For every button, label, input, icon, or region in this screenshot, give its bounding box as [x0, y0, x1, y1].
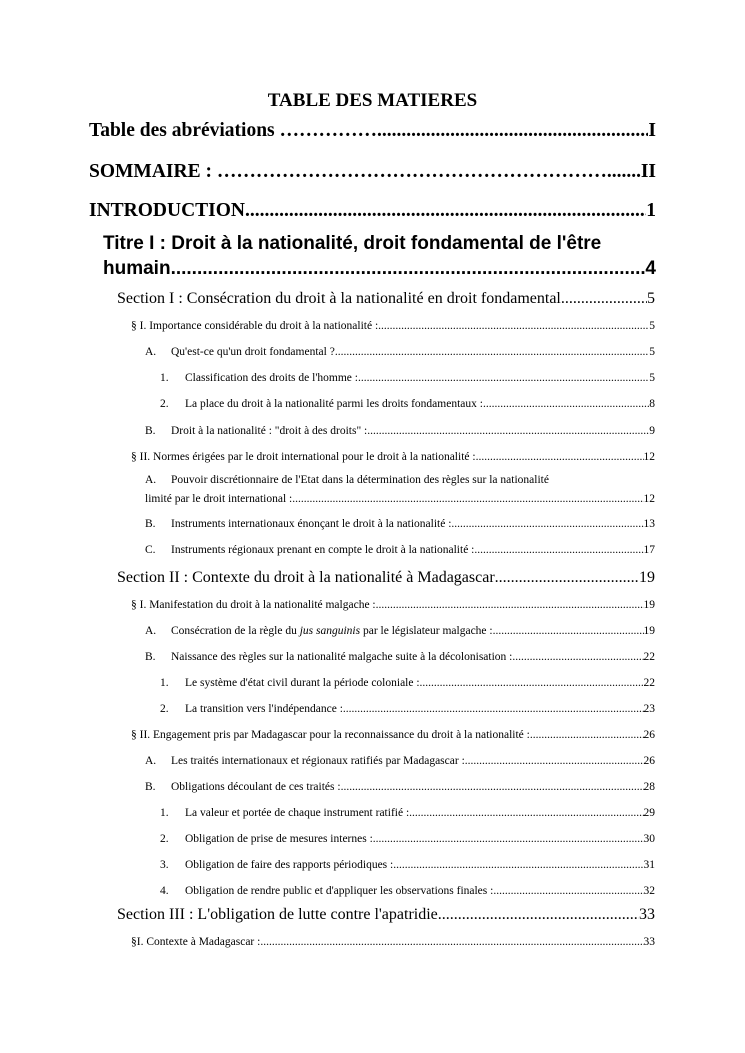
toc-entry-section[interactable]	[117, 569, 655, 587]
leader-dots	[512, 651, 643, 663]
entry-marker: 3.	[160, 859, 169, 871]
entry-label: §I. Contexte à Madagascar :	[131, 936, 261, 948]
entry-label: Obligation de faire des rapports périodiques :	[185, 859, 394, 871]
page-number: 26	[643, 755, 655, 767]
entry-label: La valeur et portée de chaque instrument ratifié :	[185, 807, 410, 819]
toc-entry-subsection[interactable]	[145, 651, 655, 663]
leader-dots	[171, 258, 646, 280]
leader-dots	[343, 703, 644, 715]
entry-label: Table des abréviations ……………	[89, 120, 378, 141]
entry-label: § I. Importance considérable du droit à la nationalité :	[131, 320, 379, 332]
entry-label: Le système d'état civil durant la période coloniale :	[185, 677, 420, 689]
toc-entry-subsection[interactable]	[145, 755, 655, 767]
entry-label: Instruments régionaux prenant en compte le droit à la nationalité :	[171, 544, 475, 556]
entry-marker: A.	[145, 755, 157, 767]
entry-marker: 2.	[160, 398, 169, 410]
page-number: 5	[649, 372, 655, 384]
leader-dots	[376, 599, 644, 611]
leader-dots	[260, 936, 643, 948]
leader-dots	[393, 859, 643, 871]
entry-label: Obligations découlant de ces traités :	[171, 781, 341, 793]
entry-label-italic: jus sanguinis	[299, 625, 361, 637]
toc-entry-sommaire[interactable]	[89, 161, 656, 183]
toc-entry-paragraph[interactable]	[131, 936, 655, 948]
leader-dots	[335, 346, 649, 358]
entry-marker: B.	[145, 781, 156, 793]
page-number: 5	[649, 346, 655, 358]
leader-dots	[493, 625, 644, 637]
toc-entry-subsection[interactable]	[145, 781, 655, 793]
toc-entry-item[interactable]	[160, 885, 655, 897]
entry-marker: 4.	[160, 885, 169, 897]
page-number: 32	[643, 885, 655, 897]
toc-entry-section[interactable]	[117, 906, 655, 924]
entry-label: Section III : L'obligation de lutte contre l'apatridie	[117, 906, 438, 923]
page-number: 12	[643, 451, 655, 463]
toc-entry-subsection[interactable]	[145, 544, 655, 556]
page-number: 30	[643, 833, 655, 845]
entry-label: humain	[103, 258, 171, 279]
page-number: 8	[649, 398, 655, 410]
entry-marker: 1.	[160, 807, 169, 819]
leader-dots	[377, 120, 648, 142]
toc-entry-subsection[interactable]	[145, 425, 655, 437]
entry-label: limité par le droit international :	[145, 493, 293, 505]
toc-entry-item[interactable]	[160, 859, 655, 871]
leader-dots	[474, 544, 643, 556]
leader-dots	[561, 290, 647, 308]
page-number: 9	[649, 425, 655, 437]
page-number: 29	[643, 807, 655, 819]
leader-dots	[493, 885, 643, 897]
entry-marker: A.	[145, 474, 157, 486]
toc-entry-subsection[interactable]	[145, 493, 655, 505]
leader-dots	[465, 755, 644, 767]
page-number: I	[648, 120, 656, 141]
entry-marker: 1.	[160, 372, 169, 384]
leader-dots	[530, 729, 644, 741]
toc-entry-titre1[interactable]	[103, 258, 656, 280]
toc-entry-item[interactable]	[160, 807, 655, 819]
toc-entry-paragraph[interactable]	[131, 599, 655, 611]
entry-label: Section I : Consécration du droit à la nationalité en droit fondamental	[117, 290, 561, 307]
toc-entry-item[interactable]	[160, 703, 655, 715]
entry-marker: 2.	[160, 703, 169, 715]
toc-entry-subsection[interactable]	[145, 518, 655, 530]
leader-dots	[476, 451, 644, 463]
entry-label: INTRODUCTION	[89, 200, 246, 221]
entry-label: § I. Manifestation du droit à la nationalité malgache :	[131, 599, 376, 611]
entry-marker: 1.	[160, 677, 169, 689]
entry-label: Naissance des règles sur la nationalité malgache suite à la décolonisation :	[171, 651, 513, 663]
entry-marker: B.	[145, 518, 156, 530]
page-number: 22	[643, 677, 655, 689]
page-number: 31	[643, 859, 655, 871]
page-number: 33	[639, 906, 655, 923]
toc-entry-introduction[interactable]	[89, 200, 656, 222]
entry-label: Qu'est-ce qu'un droit fondamental ?	[171, 346, 335, 358]
page-number: 5	[649, 320, 655, 332]
entry-label: Pouvoir discrétionnaire de l'Etat dans la détermination des règles sur la nationalité	[171, 474, 549, 486]
toc-entry-abbreviations[interactable]	[89, 120, 656, 142]
entry-marker: 2.	[160, 833, 169, 845]
entry-label: La place du droit à la nationalité parmi les droits fondamentaux :	[185, 398, 483, 410]
leader-dots	[367, 425, 649, 437]
entry-label: Obligation de prise de mesures internes :	[185, 833, 373, 845]
leader-dots	[409, 807, 643, 819]
leader-dots	[245, 200, 646, 222]
toc-entry-item[interactable]	[160, 677, 655, 689]
page-number: 5	[647, 290, 655, 307]
entry-label: § II. Normes érigées par le droit international pour le droit à la nationalité :	[131, 451, 476, 463]
leader-dots	[420, 677, 644, 689]
leader-dots	[378, 320, 649, 332]
entry-label: § II. Engagement pris par Madagascar pour la reconnaissance du droit à la nationalité :	[131, 729, 530, 741]
toc-entry-paragraph[interactable]	[131, 729, 655, 741]
entry-label: La transition vers l'indépendance :	[185, 703, 343, 715]
page-number: 19	[639, 569, 655, 586]
leader-dots	[483, 398, 649, 410]
toc-entry-paragraph[interactable]	[131, 451, 655, 463]
leader-dots	[607, 161, 641, 183]
entry-label: par le législateur malgache :	[360, 625, 493, 637]
leader-dots	[358, 372, 649, 384]
entry-marker: A.	[145, 346, 157, 358]
leader-dots	[451, 518, 643, 530]
page-number: 13	[643, 518, 655, 530]
toc-entry-item[interactable]	[160, 833, 655, 845]
page-number: II	[640, 161, 656, 182]
entry-marker: B.	[145, 425, 156, 437]
page-number: 4	[645, 258, 656, 279]
toc-titre-line1[interactable]: Titre I : Droit à la nationalité, droit fondamental de l'être	[103, 233, 602, 254]
entry-label: SOMMAIRE : ……………………………………………………	[89, 161, 607, 182]
entry-label: Obligation de rendre public et d'appliquer les observations finales :	[185, 885, 494, 897]
page-number: 26	[643, 729, 655, 741]
page-number: 12	[643, 493, 655, 505]
entry-label: Droit à la nationalité : "droit à des droits" :	[171, 425, 368, 437]
leader-dots	[495, 569, 639, 587]
page-number: 17	[643, 544, 655, 556]
toc-subsection-line1[interactable]	[145, 474, 655, 486]
entry-label: Les traités internationaux et régionaux ratifiés par Madagascar :	[171, 755, 465, 767]
page-number: 19	[643, 625, 655, 637]
page-number: 19	[643, 599, 655, 611]
entry-marker: A.	[145, 625, 157, 637]
page-number: 28	[643, 781, 655, 793]
entry-marker: C.	[145, 544, 156, 556]
page-number: 23	[643, 703, 655, 715]
toc-entry-section[interactable]	[117, 290, 655, 308]
entry-label: Classification des droits de l'homme :	[185, 372, 358, 384]
toc-entry-subsection[interactable]	[145, 346, 655, 358]
toc-entry-paragraph[interactable]	[131, 320, 655, 332]
leader-dots	[438, 906, 639, 924]
leader-dots	[292, 493, 643, 505]
toc-entry-subsection[interactable]	[145, 625, 655, 637]
leader-dots	[373, 833, 644, 845]
page-number: 33	[643, 936, 655, 948]
toc-entry-item[interactable]	[160, 398, 655, 410]
page-number: 22	[643, 651, 655, 663]
toc-entry-item[interactable]	[160, 372, 655, 384]
leader-dots	[341, 781, 644, 793]
entry-label: Section II : Contexte du droit à la nationalité à Madagascar	[117, 569, 495, 586]
entry-marker: B.	[145, 651, 156, 663]
entry-label: Consécration de la règle du	[171, 625, 300, 637]
page-number: 1	[646, 200, 656, 221]
entry-label: Instruments internationaux énonçant le droit à la nationalité :	[171, 518, 452, 530]
page-title: TABLE DES MATIERES	[267, 90, 478, 111]
